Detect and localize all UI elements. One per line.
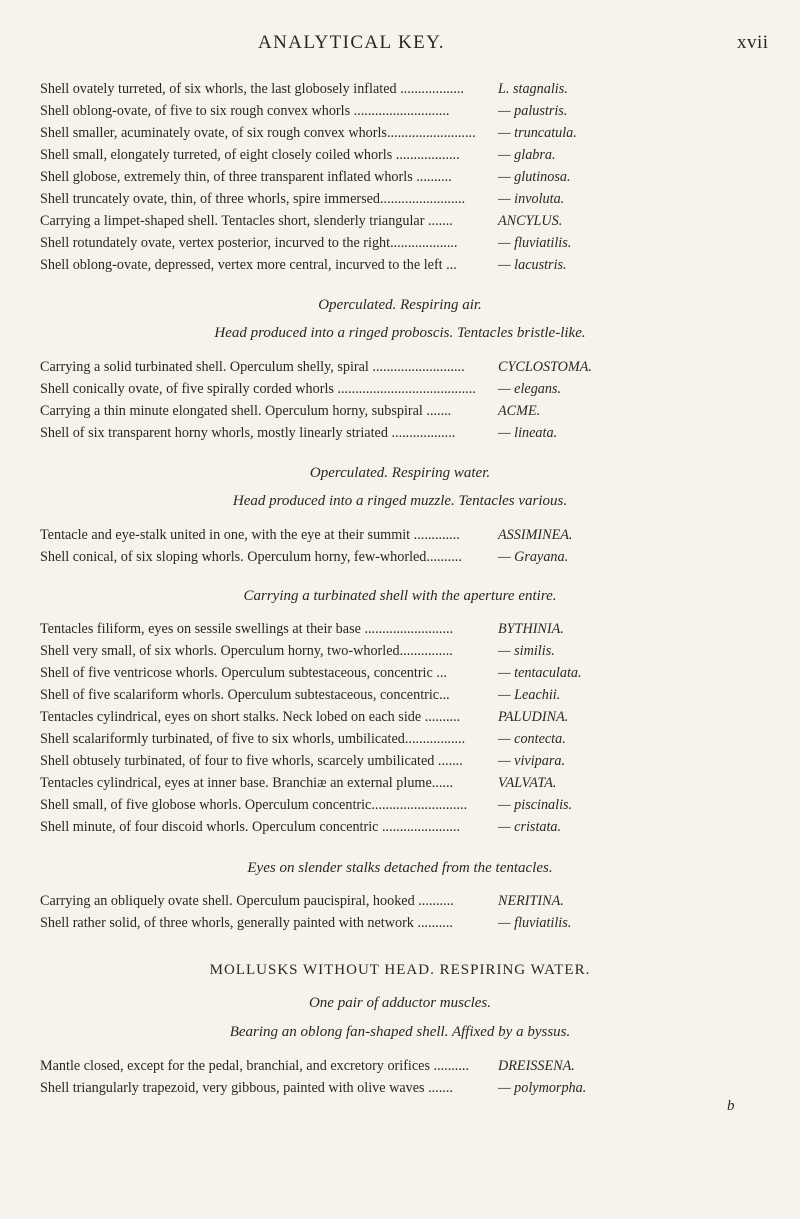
- key-entry: [40, 890, 770, 912]
- entry-taxon: — palustris.: [498, 103, 568, 119]
- key-entry: [40, 210, 770, 232]
- key-entry: [40, 232, 770, 254]
- subheading: Head produced into a ringed proboscis. Tentacles bristle-like.: [214, 325, 586, 341]
- entry-description: Tentacles filiform, eyes on sessile swellings at their base .........................: [40, 621, 454, 637]
- entry-taxon: BYTHINIA.: [498, 621, 564, 637]
- entry-description: Shell conical, of six sloping whorls. Operculum horny, few-whorled..........: [40, 549, 462, 565]
- key-entry: [40, 912, 770, 934]
- entry-description: Shell obtusely turbinated, of four to five whorls, scarcely umbilicated .......: [40, 753, 463, 769]
- entry-description: Shell very small, of six whorls. Operculum horny, two-whorled...............: [40, 643, 453, 659]
- subheading: Operculated. Respiring air.: [318, 297, 482, 313]
- key-entry: [40, 78, 770, 100]
- key-entry: [40, 772, 770, 794]
- entry-taxon: ANCYLUS.: [498, 213, 563, 229]
- entry-description: Shell truncately ovate, thin, of three whorls, spire immersed........................: [40, 191, 466, 207]
- subheading: One pair of adductor muscles.: [308, 995, 492, 1011]
- entry-taxon: — fluviatilis.: [498, 235, 572, 251]
- entry-description: Shell globose, extremely thin, of three transparent inflated whorls ..........: [40, 169, 452, 185]
- entry-taxon: — glutinosa.: [498, 169, 571, 185]
- key-entry: [40, 524, 770, 546]
- key-entry: [40, 100, 770, 122]
- entry-description: Shell oblong-ovate, of five to six rough convex whorls ...........................: [40, 103, 450, 119]
- key-entry: [40, 618, 770, 640]
- entry-taxon: — polymorpha.: [498, 1080, 587, 1096]
- entry-taxon: ACME.: [498, 403, 541, 419]
- entry-description: Shell rotundately ovate, vertex posterior, incurved to the right...................: [40, 235, 458, 251]
- key-entry: [40, 422, 770, 444]
- key-entry: [40, 188, 770, 210]
- key-entry: [40, 1077, 770, 1099]
- entry-taxon: — tentaculata.: [498, 665, 582, 681]
- entry-taxon: PALUDINA.: [498, 709, 569, 725]
- key-entry: [40, 684, 770, 706]
- entry-description: Carrying an obliquely ovate shell. Operculum paucispiral, hooked ..........: [40, 893, 454, 909]
- entry-description: Shell small, elongately turreted, of eight closely coiled whorls ..................: [40, 147, 460, 163]
- entry-description: Shell of five ventricose whorls. Operculum subtestaceous, concentric ...: [40, 665, 447, 681]
- key-entry: [40, 750, 770, 772]
- key-entry: [40, 662, 770, 684]
- entry-description: Shell rather solid, of three whorls, generally painted with network ..........: [40, 915, 453, 931]
- entry-description: Shell minute, of four discoid whorls. Operculum concentric ......................: [40, 819, 461, 835]
- entry-description: Mantle closed, except for the pedal, branchial, and excretory orifices ..........: [40, 1058, 469, 1074]
- running-head: [0, 32, 800, 62]
- entry-taxon: — vivipara.: [498, 753, 565, 769]
- entry-taxon: — similis.: [498, 643, 555, 659]
- key-entry: [40, 1055, 770, 1077]
- key-entry: [40, 400, 770, 422]
- key-entry: [40, 546, 770, 568]
- entry-description: Carrying a thin minute elongated shell. Operculum horny, subspiral .......: [40, 403, 452, 419]
- entry-taxon: — fluviatilis.: [498, 915, 572, 931]
- subheading: Eyes on slender stalks detached from the tentacles.: [247, 860, 553, 876]
- entry-description: Shell triangularly trapezoid, very gibbous, painted with olive waves .......: [40, 1080, 453, 1096]
- key-entry: [40, 706, 770, 728]
- subheading: Carrying a turbinated shell with the aperture entire.: [243, 588, 557, 604]
- entry-description: Carrying a solid turbinated shell. Operculum shelly, spiral ..........................: [40, 359, 465, 375]
- entry-taxon: — involuta.: [498, 191, 565, 207]
- entry-taxon: — truncatula.: [498, 125, 577, 141]
- entry-description: Shell of five scalariform whorls. Operculum subtestaceous, concentric...: [40, 687, 450, 703]
- subheading: Head produced into a ringed muzzle. Tentacles various.: [232, 493, 568, 509]
- signature-mark: b: [727, 1098, 735, 1114]
- entry-description: Carrying a limpet-shaped shell. Tentacles short, slenderly triangular .......: [40, 213, 453, 229]
- entry-description: Shell ovately turreted, of six whorls, the last globosely inflated ..................: [40, 81, 464, 97]
- entry-description: Shell smaller, acuminately ovate, of six rough convex whorls.........................: [40, 125, 476, 141]
- entry-description: Tentacles cylindrical, eyes at inner base. Branchiæ an external plume......: [40, 775, 454, 791]
- page-number: xvii: [737, 32, 769, 53]
- entry-taxon: — contecta.: [498, 731, 566, 747]
- entry-taxon: DREISSENA.: [498, 1058, 575, 1074]
- entry-taxon: — glabra.: [498, 147, 556, 163]
- entry-description: Shell scalariformly turbinated, of five to six whorls, umbilicated.................: [40, 731, 466, 747]
- key-entry: [40, 254, 770, 276]
- entry-description: Shell oblong-ovate, depressed, vertex more central, incurved to the left ...: [40, 257, 457, 273]
- key-entry: [40, 356, 770, 378]
- key-entry: [40, 728, 770, 750]
- entry-description: Tentacles cylindrical, eyes on short stalks. Neck lobed on each side ..........: [40, 709, 461, 725]
- key-entry: [40, 640, 770, 662]
- entry-taxon: VALVATA.: [498, 775, 557, 791]
- entry-description: Tentacle and eye-stalk united in one, with the eye at their summit .............: [40, 527, 460, 543]
- subheading: Bearing an oblong fan-shaped shell. Affixed by a byssus.: [229, 1024, 571, 1040]
- entry-taxon: — Grayana.: [498, 549, 569, 565]
- key-entry: [40, 144, 770, 166]
- key-entry: [40, 166, 770, 188]
- entry-taxon: — elegans.: [498, 381, 562, 397]
- page-title: ANALYTICAL KEY.: [258, 32, 445, 53]
- entry-taxon: L. stagnalis.: [498, 81, 568, 97]
- entry-taxon: ASSIMINEA.: [498, 527, 573, 543]
- key-entry: [40, 122, 770, 144]
- entry-description: Shell of six transparent horny whorls, mostly linearly striated ..................: [40, 425, 456, 441]
- entry-taxon: CYCLOSTOMA.: [498, 359, 592, 375]
- entry-taxon: NERITINA.: [498, 893, 564, 909]
- key-entry: [40, 378, 770, 400]
- section-title: MOLLUSKS WITHOUT HEAD. RESPIRING WATER.: [209, 962, 591, 978]
- entry-taxon: — lacustris.: [498, 257, 567, 273]
- key-entry: [40, 794, 770, 816]
- key-entry: [40, 816, 770, 838]
- entry-taxon: — Leachii.: [498, 687, 561, 703]
- subheading: Operculated. Respiring water.: [309, 465, 491, 481]
- entry-taxon: — piscinalis.: [498, 797, 573, 813]
- entry-taxon: — lineata.: [498, 425, 558, 441]
- entry-description: Shell conically ovate, of five spirally corded whorls .......................................: [40, 381, 476, 397]
- entry-taxon: — cristata.: [498, 819, 562, 835]
- entry-description: Shell small, of five globose whorls. Operculum concentric...........................: [40, 797, 468, 813]
